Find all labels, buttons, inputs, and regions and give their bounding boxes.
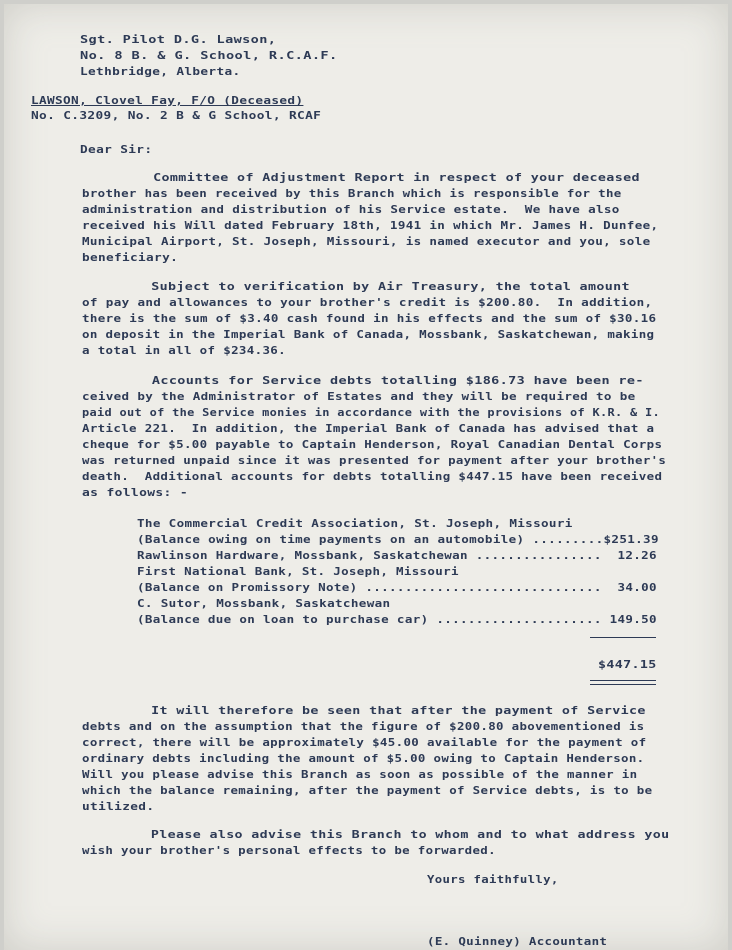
paragraph-4-line: Will you please advise this Branch as soon as possible of the manner in	[82, 768, 638, 781]
paragraph-5-line: Please also advise this Branch to whom and to what address you	[84, 828, 670, 841]
signature-line: (E. Quinney) Accountant	[427, 935, 608, 948]
paragraph-2-line: Subject to verification by Air Treasury, the total amount	[84, 280, 630, 293]
paragraph-4-line: It will therefore be seen that after the payment of Service	[84, 704, 646, 717]
closing: Yours faithfully,	[427, 873, 559, 886]
letter-page	[4, 4, 728, 950]
address-line-1: Sgt. Pilot D.G. Lawson,	[80, 33, 277, 46]
paragraph-2-line: there is the sum of $3.40 cash found in his effects and the sum of $30.16	[82, 312, 657, 325]
debt-line: (Balance owing on time payments on an automobile) .........$251.39	[137, 533, 659, 546]
paragraph-3-line: as follows: -	[82, 486, 188, 499]
debt-line: C. Sutor, Mossbank, Saskatchewan	[137, 597, 391, 610]
address-line-3: Lethbridge, Alberta.	[80, 65, 241, 78]
paragraph-1-line: received his Will dated February 18th, 1941 in which Mr. James H. Dunfee,	[82, 219, 659, 232]
paragraph-1-line: administration and distribution of his Service estate. We have also	[82, 203, 620, 216]
reference-line-2: No. C.3209, No. 2 B & G School, RCAF	[31, 109, 322, 122]
debts-total: $447.15	[598, 658, 657, 671]
paragraph-1-line: Committee of Adjustment Report in respect of your deceased	[86, 171, 640, 184]
paragraph-3-line: was returned unpaid since it was presented for payment after your brother's	[82, 454, 667, 467]
paragraph-4-line: correct, there will be approximately $45.00 available for the payment of	[82, 736, 647, 749]
paragraph-3-line: cheque for $5.00 payable to Captain Henderson, Royal Canadian Dental Corps	[82, 438, 663, 451]
paragraph-4-line: utilized.	[82, 800, 155, 813]
salutation: Dear Sir:	[80, 143, 153, 156]
paragraph-4-line: debts and on the assumption that the figure of $200.80 abovementioned is	[82, 720, 645, 733]
paragraph-4-line: which the balance remaining, after the payment of Service debts, is to be	[82, 784, 653, 797]
debt-line: The Commercial Credit Association, St. Joseph, Missouri	[137, 517, 573, 530]
debt-line: (Balance due on loan to purchase car) ..................... 149.50	[137, 613, 657, 626]
paragraph-2-line: a total in all of $234.36.	[82, 344, 286, 357]
total-double-rule-top	[590, 680, 656, 681]
paragraph-2-line: of pay and allowances to your brother's credit is $200.80. In addition,	[82, 296, 653, 309]
paragraph-3-line: death. Additional accounts for debts totalling $447.15 have been received	[82, 470, 663, 483]
address-line-2: No. 8 B. & G. School, R.C.A.F.	[80, 49, 338, 62]
reference-line-1: LAWSON, Clovel Fay, F/O (Deceased)	[31, 94, 304, 107]
paragraph-1-line: Municipal Airport, St. Joseph, Missouri, is named executor and you, sole	[82, 235, 651, 248]
debt-line: First National Bank, St. Joseph, Missouri	[137, 565, 459, 578]
debt-line: (Balance on Promissory Note) .............................. 34.00	[137, 581, 657, 594]
paragraph-4-line: ordinary debts including the amount of $5.00 owing to Captain Henderson.	[82, 752, 645, 765]
total-double-rule-bottom	[590, 684, 656, 685]
paragraph-5-line: wish your brother's personal effects to be forwarded.	[82, 844, 496, 857]
paragraph-1-line: beneficiary.	[82, 251, 179, 264]
paragraph-3-line: ceived by the Administrator of Estates and they will be required to be	[82, 390, 636, 403]
paragraph-2-line: on deposit in the Imperial Bank of Canada, Mossbank, Saskatchewan, making	[82, 328, 655, 341]
paragraph-3-line: Accounts for Service debts totalling $186.73 have been re-	[84, 374, 644, 387]
paragraph-3-line: Article 221. In addition, the Imperial Bank of Canada has advised that a	[82, 422, 655, 435]
paragraph-3-line: paid out of the Service monies in accordance with the provisions of K.R. & I.	[82, 406, 661, 419]
subtotal-rule	[590, 637, 656, 638]
paragraph-1-line: brother has been received by this Branch which is responsible for the	[82, 187, 622, 200]
debt-line: Rawlinson Hardware, Mossbank, Saskatchewan ................ 12.26	[137, 549, 657, 562]
